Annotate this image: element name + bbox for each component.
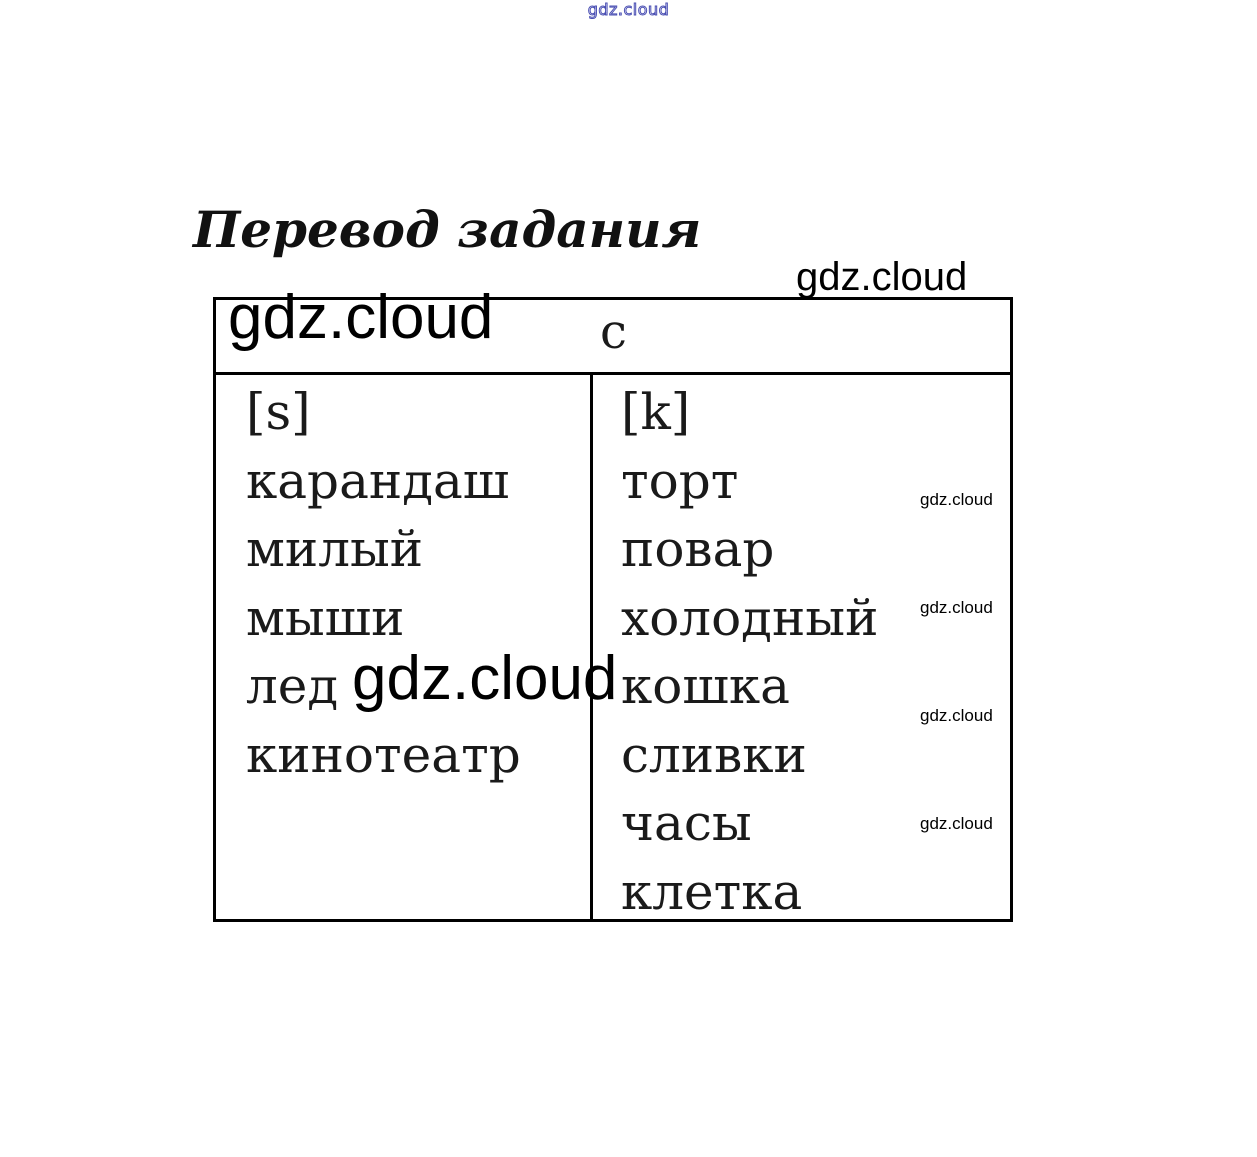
watermark-side: gdz.cloud — [920, 706, 993, 725]
sound-table — [213, 297, 1013, 922]
word-cell: кинотеатр — [246, 725, 521, 784]
watermark-top: gdz.cloud — [587, 0, 670, 19]
word-cell: торт — [621, 451, 739, 510]
column-s-sound — [246, 378, 521, 789]
word-cell: лед — [246, 657, 339, 715]
watermark-side: gdz.cloud — [920, 598, 993, 617]
watermark-above-table: gdz.cloud — [796, 255, 968, 299]
watermark-side: gdz.cloud — [920, 490, 993, 509]
word-cell: холодный — [621, 588, 879, 647]
watermark-over-table: gdz.cloud — [228, 283, 494, 352]
word-cell: часы — [621, 794, 752, 852]
word-cell: мыши — [246, 588, 405, 647]
header-letter: с — [600, 304, 627, 360]
word-cell: повар — [621, 520, 775, 578]
word-cell: карандаш — [246, 451, 510, 510]
column-heading: [k] — [621, 383, 691, 441]
page-title: Перевод задания — [193, 200, 702, 259]
column-heading: [s] — [246, 383, 311, 441]
word-cell: клетка — [621, 862, 803, 921]
watermark-side: gdz.cloud — [920, 814, 993, 833]
word-cell: сливки — [621, 725, 807, 784]
watermark-middle: gdz.cloud — [352, 644, 618, 713]
column-k-sound — [621, 378, 878, 926]
word-cell: милый — [246, 520, 424, 578]
word-cell: кошка — [621, 657, 790, 715]
